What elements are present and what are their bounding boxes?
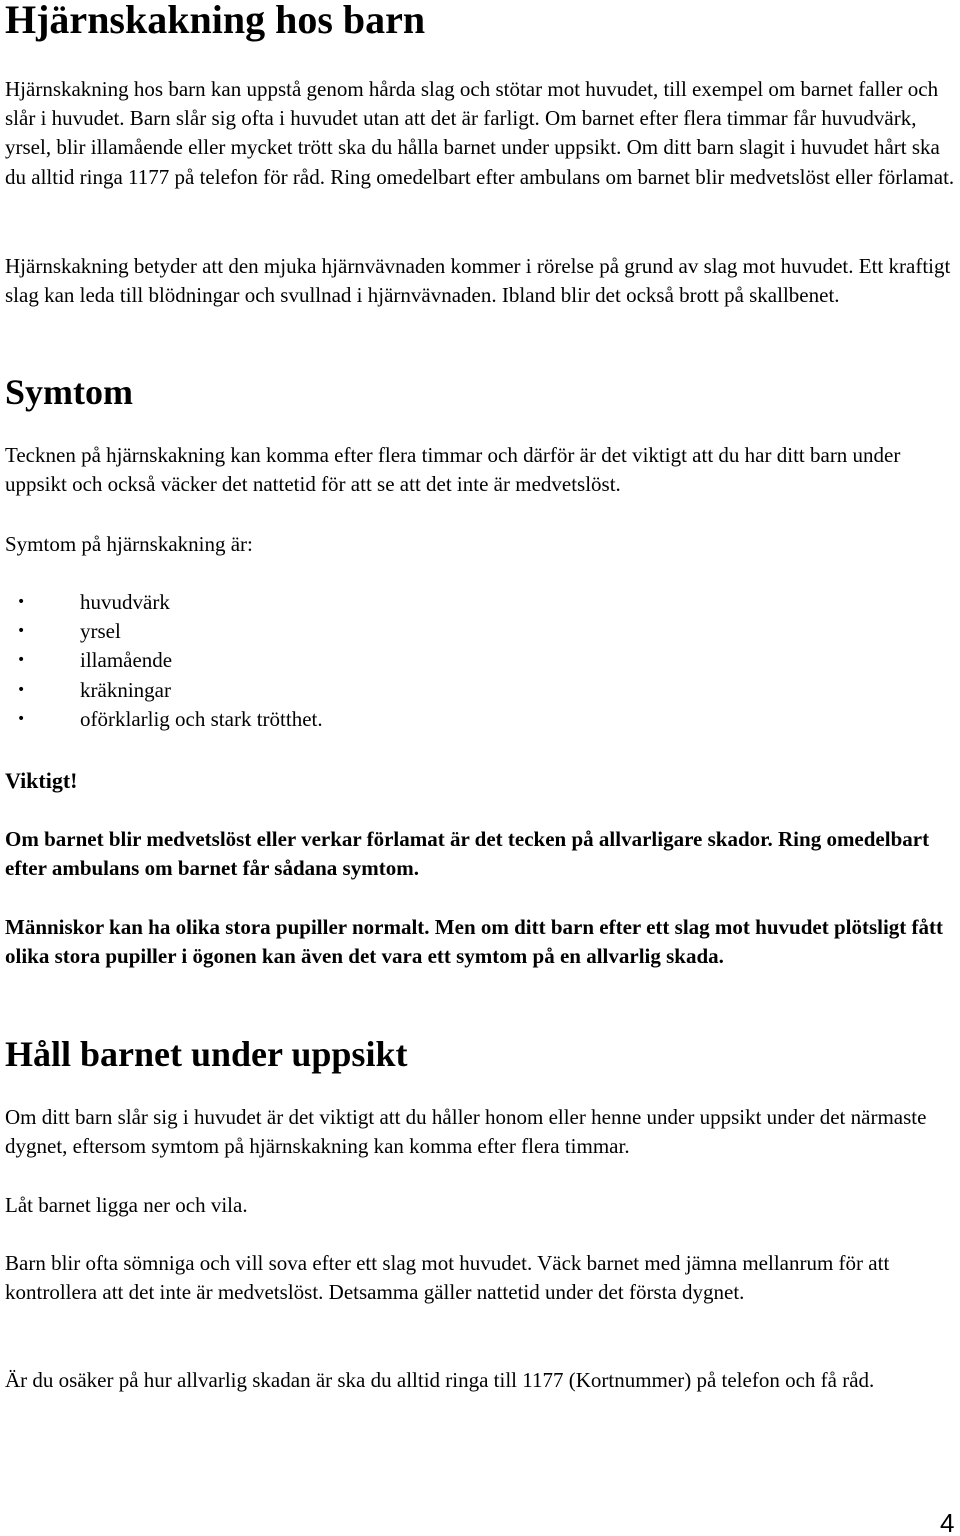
- section-heading-symtom: Symtom: [5, 372, 133, 412]
- list-item-text: yrsel: [80, 619, 121, 644]
- page-number: 4: [940, 1510, 955, 1536]
- bullet-icon: •: [17, 594, 26, 610]
- uppsikt-paragraph-2: Låt barnet ligga ner och vila.: [5, 1193, 248, 1217]
- list-item: [5, 588, 705, 617]
- section-heading-uppsikt: Håll barnet under uppsikt: [5, 1034, 408, 1074]
- list-item-text: huvudvärk: [80, 590, 170, 614]
- bullet-icon: •: [17, 710, 26, 727]
- list-item: [5, 617, 705, 646]
- uppsikt-paragraph-3: Barn blir ofta sömniga och vill sova efter ett slag mot huvudet. Väck barnet med jämna mellanrum för att kontrollera att det inte är medvetslöst. Detsamma gäller nattetid under det första dygnet.: [5, 1251, 890, 1305]
- bullet-icon: •: [17, 623, 26, 640]
- important-paragraph-2: Människor kan ha olika stora pupiller normalt. Men om ditt barn efter ett slag mot huvudet plötsligt fått olika stora pupiller i ögonen kan även det vara ett symtom på en allvarlig skada.: [5, 915, 944, 969]
- bullet-icon: •: [17, 681, 26, 698]
- important-label: Viktigt!: [5, 768, 78, 793]
- list-item-text: kräkningar: [80, 677, 171, 702]
- symtom-paragraph-1: Tecknen på hjärnskakning kan komma efter flera timmar och därför är det viktigt att du har ditt barn under uppsikt och också väcker det nattetid för att se att det inte är medvetslöst.: [5, 443, 901, 497]
- uppsikt-paragraph-1: Om ditt barn slår sig i huvudet är det viktigt att du håller honom eller henne under uppsikt under det närmaste dygnet, eftersom symtom på hjärnskakning kan komma efter flera timmar.: [5, 1105, 927, 1159]
- list-item-text: illamående: [80, 648, 173, 673]
- symptom-list: [5, 588, 705, 734]
- list-item-text: oförklarlig och stark trötthet.: [80, 706, 323, 731]
- intro-paragraph-2: Hjärnskakning betyder att den mjuka hjärnvävnaden kommer i rörelse på grund av slag mot huvudet. Ett kraftigt slag kan leda till blödningar och svullnad i hjärnvävnaden. Ibland blir det också brott på skallbenet.: [5, 254, 951, 308]
- list-item: [5, 646, 705, 675]
- page-title: Hjärnskakning hos barn: [5, 0, 426, 42]
- uppsikt-paragraph-4: Är du osäker på hur allvarlig skadan är ska du alltid ringa till 1177 (Kortnummer) på telefon och få råd.: [5, 1368, 875, 1392]
- symtom-list-intro: Symtom på hjärnskakning är:: [5, 532, 253, 556]
- bullet-icon: •: [17, 652, 26, 669]
- important-paragraph-1: Om barnet blir medvetslöst eller verkar förlamat är det tecken på allvarligare skador. Ring omedelbart efter ambulans om barnet får sådana symtom.: [5, 827, 930, 881]
- list-item: [5, 676, 705, 705]
- intro-paragraph-1: Hjärnskakning hos barn kan uppstå genom hårda slag och stötar mot huvudet, till exempel om barnet faller och slår i huvudet. Barn slår sig ofta i huvudet utan att det är farligt. Om barnet efter flera timmar får huvudvärk, yrsel, blir illamående eller mycket trött ska du hålla barnet under uppsikt. Om ditt barn slagit i huvudet hårt ska du alltid ringa 1177 på telefon för råd. Ring omedelbart efter ambulans om barnet blir medvetslöst eller förlamat.: [5, 77, 955, 189]
- list-item: [5, 705, 705, 734]
